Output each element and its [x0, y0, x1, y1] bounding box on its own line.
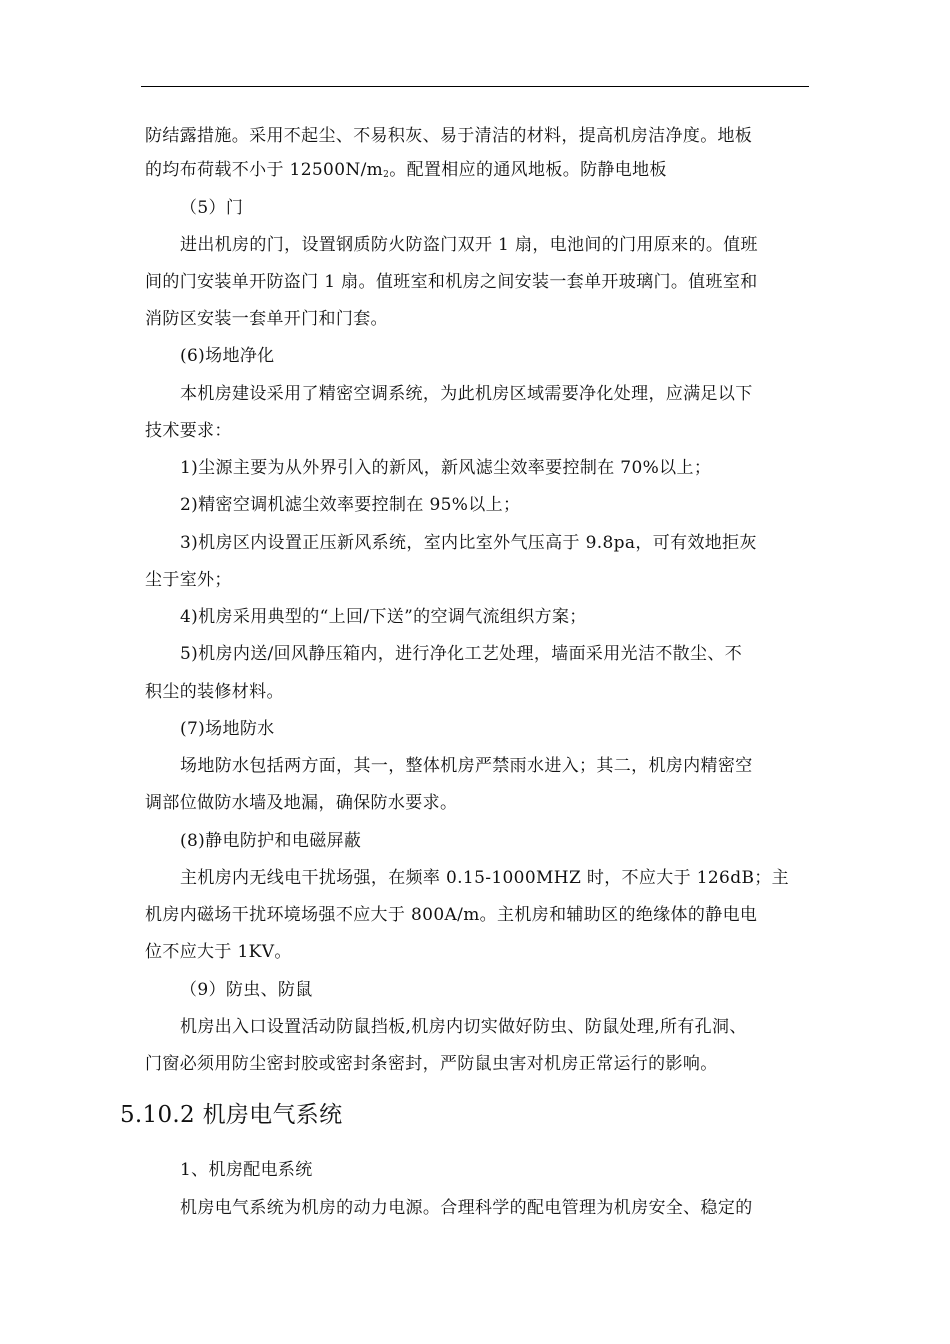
section-heading: (6)场地净化 — [180, 346, 275, 366]
body-line: 3)机房区内设置正压新风系统，室内比室外气压高于 9.8pa，可有效地拒灰 — [180, 533, 757, 553]
body-line: 位不应大于 1KV。 — [145, 942, 292, 962]
body-line: 4)机房采用典型的“上回/下送”的空调气流组织方案； — [180, 607, 587, 627]
body-line-text: 。配置相应的通风地板。防静电地板 — [389, 160, 667, 180]
body-line: 机房出入口设置活动防鼠挡板,机房内切实做好防虫、防鼠处理,所有孔洞、 — [180, 1017, 747, 1037]
body-line: 2)精密空调机滤尘效率要控制在 95%以上； — [180, 495, 521, 515]
body-line: 调部位做防水墙及地漏，确保防水要求。 — [145, 793, 458, 813]
body-line: 消防区安装一套单开门和门套。 — [145, 309, 388, 329]
body-line: 机房内磁场干扰环境场强不应大于 800A/m。主机房和辅助区的绝缘体的静电电 — [145, 905, 758, 925]
body-line: 间的门安装单开防盗门 1 扇。值班室和机房之间安装一套单开玻璃门。值班室和 — [145, 272, 758, 292]
section-heading: （5）门 — [180, 198, 244, 218]
body-line — [145, 158, 667, 185]
section-heading: (7)场地防水 — [180, 719, 275, 739]
body-line: 防结露措施。采用不起尘、不易积灰、易于清洁的材料，提高机房洁净度。地板 — [145, 126, 753, 146]
body-line: 场地防水包括两方面，其一，整体机房严禁雨水进入；其二，机房内精密空 — [180, 756, 753, 776]
body-line: 技术要求： — [145, 421, 232, 441]
section-heading: （9）防虫、防鼠 — [180, 980, 313, 1000]
body-line: 5)机房内送/回风静压箱内，进行净化工艺处理，墙面采用光洁不散尘、不 — [180, 644, 743, 664]
section-heading: 1、机房配电系统 — [180, 1160, 313, 1180]
body-line: 积尘的装修材料。 — [145, 682, 284, 702]
body-line: 本机房建设采用了精密空调系统，为此机房区域需要净化处理，应满足以下 — [180, 384, 753, 404]
body-line: 主机房内无线电干扰场强，在频率 0.15-1000MHZ 时，不应大于 126dB；主 — [180, 868, 789, 888]
chapter-heading: 5.10.2 机房电气系统 — [120, 1102, 343, 1128]
body-line: 尘于室外； — [145, 570, 232, 590]
body-line: 门窗必须用防尘密封胶或密封条密封，严防鼠虫害对机房正常运行的影响。 — [145, 1054, 718, 1074]
section-heading: (8)静电防护和电磁屏蔽 — [180, 831, 362, 851]
body-line: 机房电气系统为机房的动力电源。合理科学的配电管理为机房安全、稳定的 — [180, 1198, 753, 1218]
header-rule — [141, 86, 809, 87]
body-line: 1)尘源主要为从外界引入的新风，新风滤尘效率要控制在 70%以上； — [180, 458, 712, 478]
superscript-unit: 2 — [383, 170, 390, 180]
body-line: 进出机房的门，设置钢质防火防盗门双开 1 扇，电池间的门用原来的。值班 — [180, 235, 758, 255]
body-line-text: 的均布荷载不小于 12500N/m — [145, 160, 384, 180]
